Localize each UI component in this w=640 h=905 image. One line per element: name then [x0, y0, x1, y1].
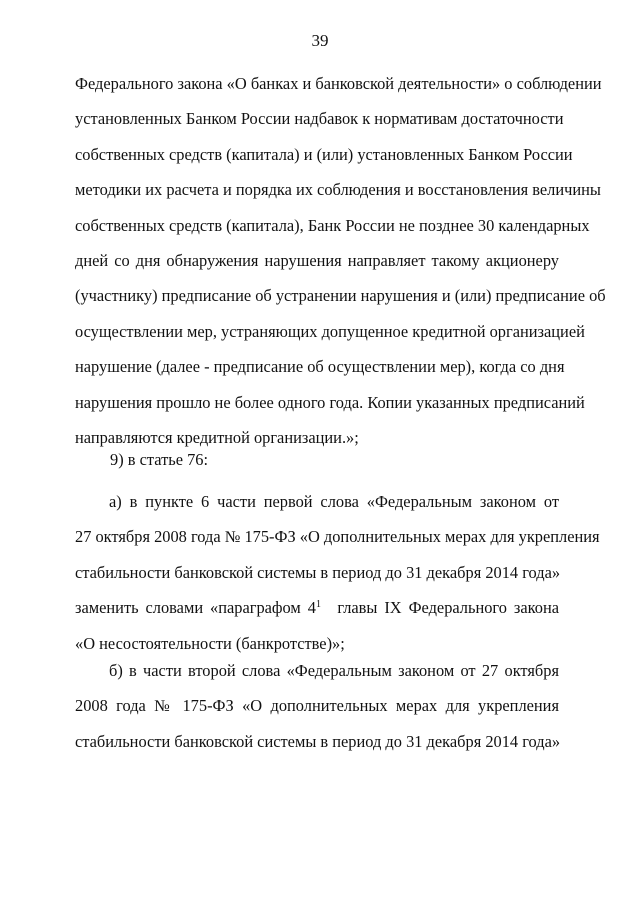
text-line: б) в части второй слова «Федеральным законом от 27 октября: [109, 661, 559, 680]
text-line: собственных средств (капитала) и (или) установленных Банком России: [75, 144, 573, 164]
page-number: 39: [311, 31, 329, 50]
text-line: направляются кредитной организации.»;: [75, 428, 359, 448]
text-line: 27 октября 2008 года № 175-ФЗ «О дополнительных мерах для укрепления: [75, 527, 600, 547]
text-line: (участнику) предписание об устранении нарушения и (или) предписание об: [75, 286, 606, 306]
text-line: Федерального закона «О банках и банковской деятельности» о соблюдении: [75, 74, 602, 93]
text-line: установленных Банком России надбавок к нормативам достаточности: [75, 109, 564, 129]
list-item-heading: 9) в статье 76:: [110, 450, 209, 469]
subparagraph-b: [75, 653, 559, 759]
text-line: 2008 года № 175-ФЗ «О дополнительных мерах для укрепления: [75, 696, 559, 716]
text-line-with-superscript: [75, 590, 559, 625]
text-line: нарушения прошло не более одного года. Копии указанных предписаний: [75, 392, 585, 412]
paragraph-continuation: [75, 66, 606, 455]
text-line: методики их расчета и порядка их соблюдения и восстановления величины: [75, 180, 601, 200]
subparagraph-a: [75, 484, 600, 661]
text-fragment: заменить словами «параграфом 4: [75, 598, 316, 618]
text-line: собственных средств (капитала), Банк России не позднее 30 календарных: [75, 215, 590, 235]
text-fragment: главы IX Федерального закона: [337, 598, 559, 618]
superscript: 1: [315, 599, 321, 611]
text-line: осуществлении мер, устраняющих допущенное кредитной организацией: [75, 321, 585, 341]
text-line: дней со дня обнаружения нарушения направляет такому акционеру: [75, 251, 559, 271]
text-line: стабильности банковской системы в период до 31 декабря 2014 года»: [75, 731, 561, 751]
text-line: нарушение (далее - предписание об осуществлении мер), когда со дня: [75, 357, 565, 377]
text-line: а) в пункте 6 части первой слова «Федеральным законом от: [109, 492, 559, 511]
text-line: «О несостоятельности (банкротстве)»;: [75, 633, 345, 653]
text-line: стабильности банковской системы в период до 31 декабря 2014 года»: [75, 562, 561, 582]
